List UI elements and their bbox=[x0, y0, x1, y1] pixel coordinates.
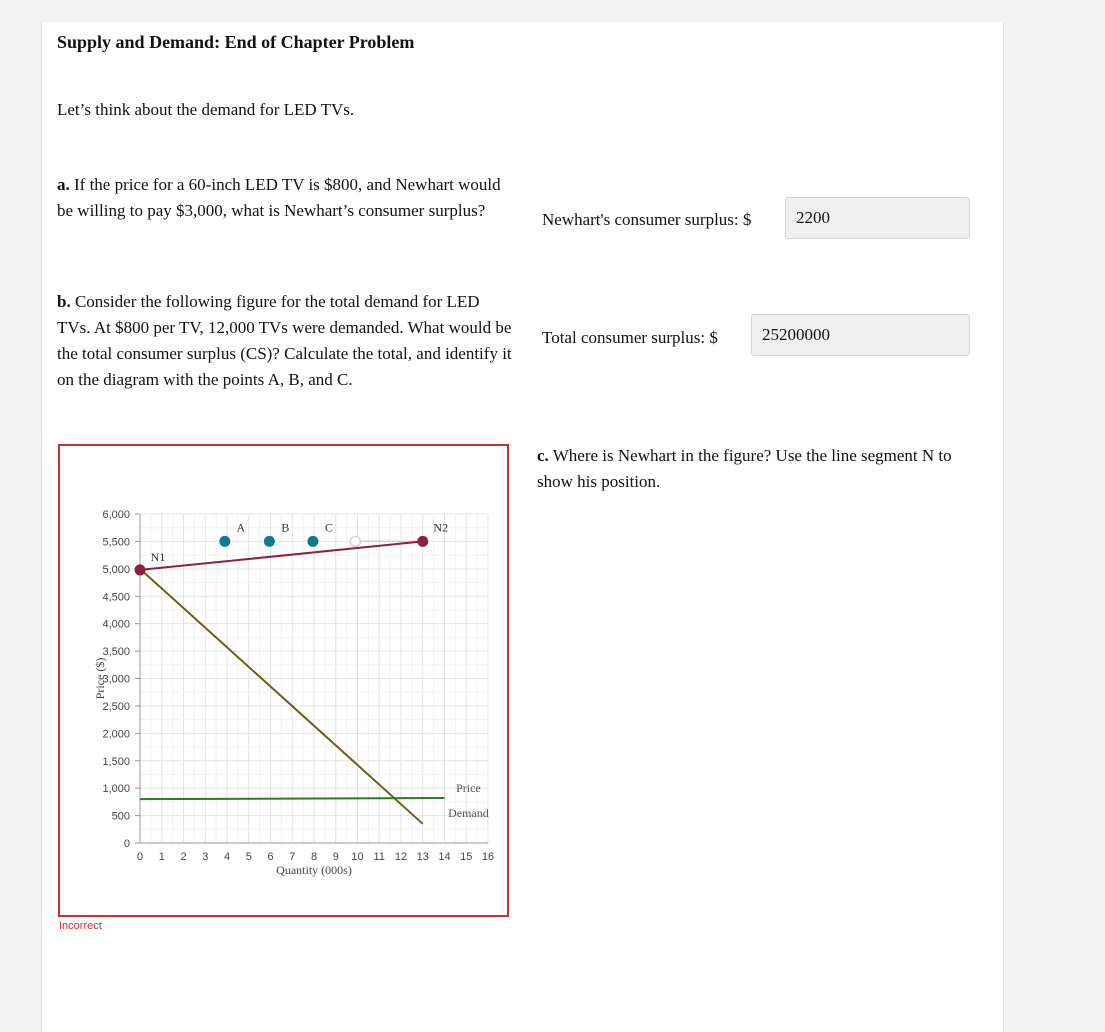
x-tick-label: 15 bbox=[460, 851, 473, 863]
y-tick-label: 2,000 bbox=[102, 728, 130, 741]
question-a-letter: a. bbox=[57, 175, 70, 194]
intro-text: Let’s think about the demand for LED TVs. bbox=[57, 100, 355, 119]
x-tick-label: 9 bbox=[332, 851, 339, 863]
n1-label: N1 bbox=[150, 549, 166, 564]
y-tick-label: 5,000 bbox=[102, 563, 130, 576]
question-c-letter: c. bbox=[537, 446, 549, 465]
x-tick-label: 5 bbox=[245, 851, 252, 863]
y-tick-label: 3,500 bbox=[102, 646, 130, 659]
y-tick-label: 1,500 bbox=[102, 755, 130, 768]
x-tick-label: 7 bbox=[289, 851, 296, 863]
x-tick-label: 11 bbox=[373, 851, 385, 863]
x-tick-label: 16 bbox=[481, 851, 495, 863]
question-b-text: Consider the following figure for the total demand for LED TVs. At $800 per TV, 12,000 TVs were demanded. What would be the total consumer surplus (CS)? Calculate the total, and identify it on the diagram with the points A, B, and C. bbox=[57, 292, 512, 389]
total-surplus-input[interactable]: 25200000 bbox=[751, 314, 970, 356]
x-tick-label: 14 bbox=[438, 851, 451, 863]
x-tick-label: 4 bbox=[223, 851, 231, 863]
graph-status: Incorrect bbox=[59, 920, 102, 932]
problem-card bbox=[41, 22, 1004, 1032]
y-tick-label: 6,000 bbox=[102, 509, 130, 521]
x-tick-label: 12 bbox=[394, 851, 408, 863]
x-tick-label: 0 bbox=[136, 851, 144, 863]
x-tick-label: 10 bbox=[351, 851, 364, 863]
y-tick-label: 3,000 bbox=[102, 673, 130, 686]
price-line[interactable] bbox=[140, 798, 445, 799]
point-b-label: B bbox=[281, 520, 290, 535]
y-axis-title: Price ($) bbox=[93, 657, 107, 700]
y-tick-label: 5,500 bbox=[102, 536, 130, 549]
y-tick-label: 2,500 bbox=[102, 700, 130, 713]
ghost-point[interactable] bbox=[350, 536, 360, 546]
graph-container[interactable] bbox=[58, 444, 509, 917]
question-a bbox=[57, 172, 512, 224]
point-c-label: C bbox=[324, 520, 333, 535]
x-tick-label: 6 bbox=[267, 851, 274, 863]
question-b bbox=[57, 289, 512, 393]
x-tick-label: 1 bbox=[158, 851, 165, 863]
consumer-surplus-input[interactable]: 2200 bbox=[785, 197, 970, 239]
question-c bbox=[537, 443, 987, 495]
point-a[interactable] bbox=[219, 536, 230, 547]
y-tick-label: 0 bbox=[123, 838, 130, 850]
point-c[interactable] bbox=[307, 536, 318, 547]
n2-point[interactable] bbox=[417, 536, 428, 547]
n1-point[interactable] bbox=[135, 564, 146, 575]
point-a-label: A bbox=[236, 520, 246, 535]
y-tick-label: 4,500 bbox=[102, 591, 130, 604]
n2-label: N2 bbox=[433, 520, 449, 535]
demand-chart[interactable] bbox=[60, 446, 507, 915]
y-tick-label: 500 bbox=[111, 810, 130, 823]
question-b-letter: b. bbox=[57, 292, 71, 311]
price-line-label: Price bbox=[456, 781, 481, 796]
answer-a-label: Newhart's consumer surplus: $ bbox=[542, 210, 752, 229]
x-tick-label: 3 bbox=[202, 851, 209, 863]
page-title: Supply and Demand: End of Chapter Problem bbox=[57, 32, 415, 52]
answer-b-label: Total consumer surplus: $ bbox=[542, 328, 718, 347]
demand-line-label: Demand bbox=[448, 805, 489, 820]
x-axis-title: Quantity (000s) bbox=[276, 863, 352, 877]
x-tick-label: 2 bbox=[180, 851, 187, 863]
question-c-text: Where is Newhart in the figure? Use the line segment N to show his position. bbox=[537, 446, 952, 491]
y-tick-label: 1,000 bbox=[102, 783, 130, 796]
question-a-text: If the price for a 60-inch LED TV is $800, and Newhart would be willing to pay $3,000, what is Newhart’s consumer surplus? bbox=[57, 175, 501, 220]
x-tick-label: 13 bbox=[416, 851, 429, 863]
y-tick-label: 4,000 bbox=[102, 618, 130, 631]
point-b[interactable] bbox=[264, 536, 275, 547]
x-tick-label: 8 bbox=[310, 851, 318, 863]
